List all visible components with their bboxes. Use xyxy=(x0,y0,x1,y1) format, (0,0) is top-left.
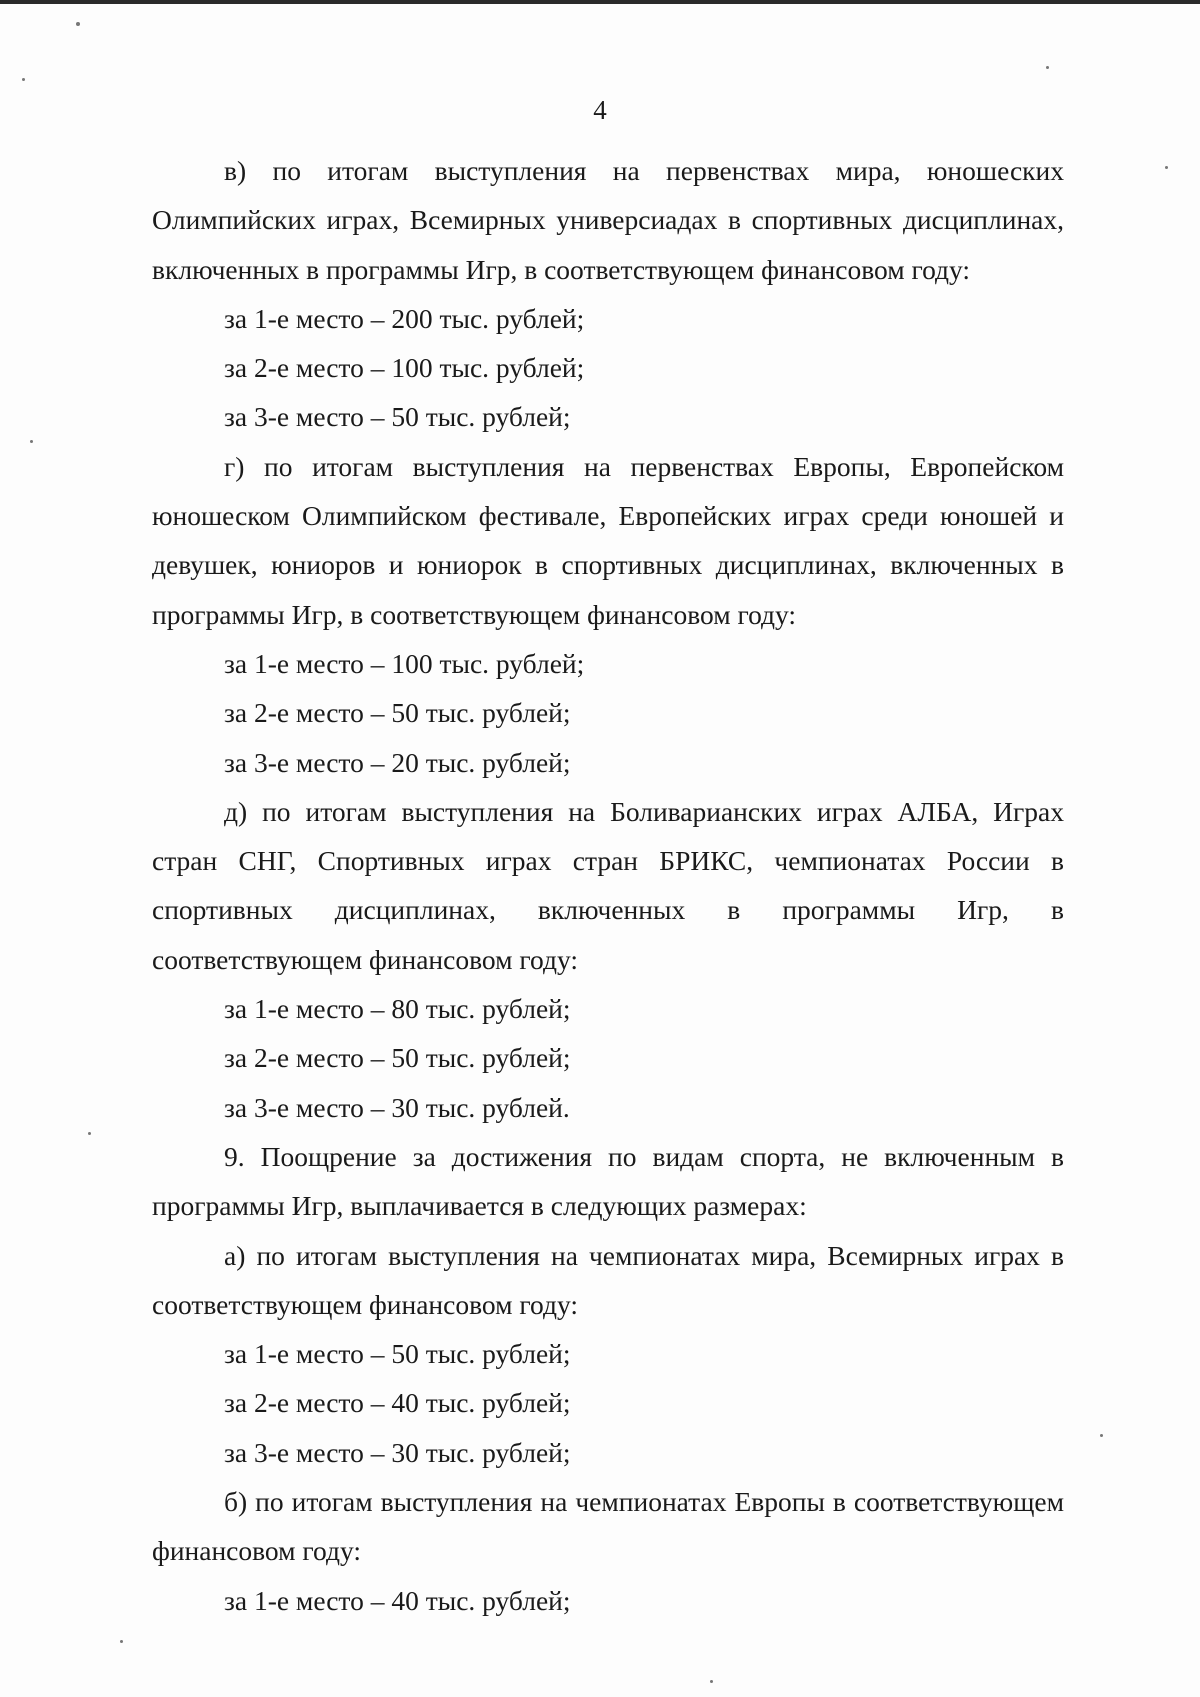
scan-speck xyxy=(120,1640,123,1643)
section-a-item-1: за 1-е место – 50 тыс. рублей; xyxy=(224,1338,571,1370)
section-v-item-1: за 1-е место – 200 тыс. рублей; xyxy=(224,302,585,334)
section-g-item-2: за 2-е место – 50 тыс. рублей; xyxy=(224,697,571,729)
section-d-text: д) по итогам выступления на Боливарианских играх АЛБА, Играх стран СНГ, Спортивных играх стран БРИКС, чемпионатах России в спортивных дисциплинах, включенных в программы Игр, в соответствующем финансовом году: xyxy=(152,795,1064,975)
scan-speck xyxy=(76,22,80,26)
section-g-item-1: за 1-е место – 100 тыс. рублей; xyxy=(224,647,585,679)
section-v-item-3: за 3-е место – 50 тыс. рублей; xyxy=(224,401,571,433)
scan-top-edge xyxy=(0,0,1200,4)
section-d-item-1: за 1-е место – 80 тыс. рублей; xyxy=(224,993,571,1025)
scan-speck xyxy=(1046,66,1049,69)
document-body xyxy=(152,146,1064,1625)
section-a-item-2: за 2-е место – 40 тыс. рублей; xyxy=(224,1387,571,1419)
section-g-text: г) по итогам выступления на первенствах Европы, Европейском юношеском Олимпийском фестивале, Европейских играх среди юношей и девушек, юниоров и юниорок в спортивных дисциплинах, включенных в программы Игр, в соответствующем финансовом году: xyxy=(152,450,1064,630)
scan-speck xyxy=(30,440,33,443)
section-d-item-2: за 2-е место – 50 тыс. рублей; xyxy=(224,1042,571,1074)
scan-speck xyxy=(88,1132,91,1135)
scan-speck xyxy=(1165,166,1168,169)
section-a-item-3: за 3-е место – 30 тыс. рублей; xyxy=(224,1436,571,1468)
scan-speck xyxy=(710,1680,713,1683)
section-b-text: б) по итогам выступления на чемпионатах Европы в соответствующем финансовом году: xyxy=(152,1486,1064,1567)
section-a-text: а) по итогам выступления на чемпионатах мира, Всемирных играх в соответствующем финансовом году: xyxy=(152,1239,1064,1320)
scan-speck xyxy=(22,78,25,81)
scan-speck xyxy=(1100,1434,1103,1437)
section-v-text: в) по итогам выступления на первенствах мира, юношеских Олимпийских играх, Всемирных универсиадах в спортивных дисциплинах, включенных в программы Игр, в соответствующем финансовом году: xyxy=(152,155,1064,285)
clause-9-text: 9. Поощрение за достижения по видам спорта, не включенным в программы Игр, выплачивается в следующих размерах: xyxy=(152,1140,1064,1222)
section-g-item-3: за 3-е место – 20 тыс. рублей; xyxy=(224,746,571,778)
page-number: 4 xyxy=(593,95,607,125)
section-v-item-2: за 2-е место – 100 тыс. рублей; xyxy=(224,352,585,384)
section-d-item-3: за 3-е место – 30 тыс. рублей. xyxy=(224,1091,570,1123)
section-b-item-1: за 1-е место – 40 тыс. рублей; xyxy=(224,1584,571,1616)
